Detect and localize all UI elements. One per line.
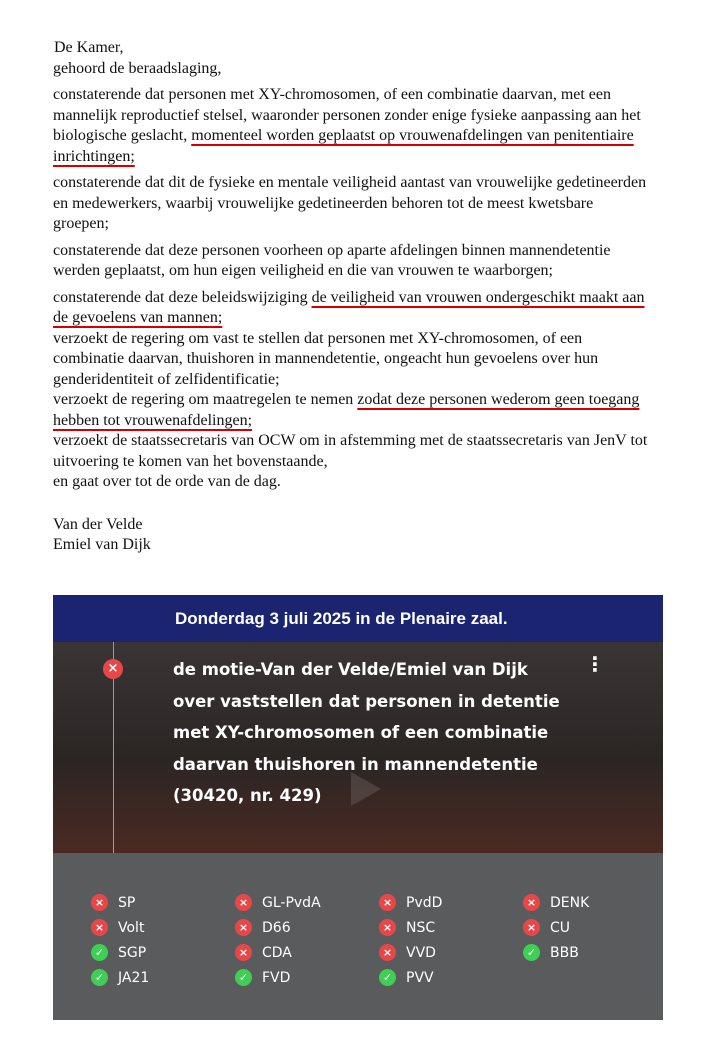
party-vote-denk (523, 893, 667, 912)
party-vote-fvd (235, 968, 379, 987)
consideration-2: constaterende dat dit de fysieke en mentale veiligheid aantast van vrouwelijke gedetineerden en medewerkers, waarbij vrouwelijke gedetineerden behoren tot de meest kwetsbare groepen; (53, 174, 647, 232)
vote-against-icon: × (379, 894, 396, 911)
request-3: verzoekt de staatssecretaris van OCW om in afstemming met de staatssecretaris van JenV tot uitvoering te komen van het bovenstaande, (53, 432, 648, 470)
party-vote-sp (91, 893, 235, 912)
party-name: PvdD (406, 894, 443, 911)
party-votes-panel (53, 853, 663, 1020)
party-name: VVD (406, 944, 436, 961)
vote-for-icon: ✓ (235, 969, 252, 986)
vote-result-card (53, 595, 663, 1020)
signatory: Emiel van Dijk (53, 536, 151, 553)
party-vote-cda (235, 943, 379, 962)
vote-against-icon: × (235, 919, 252, 936)
party-name: PVV (406, 969, 434, 986)
party-name: BBB (550, 944, 579, 961)
addressee: De Kamer, (54, 39, 124, 56)
signatory: Van der Velde (53, 515, 143, 533)
motion-title: de motie-Van der Velde/Emiel van Dijk over vaststellen dat personen in detentie met XY-chromosomen of een combinatie daarvan thuishoren in mannendetentie (30420, nr. 429) (173, 660, 560, 805)
party-name: SP (118, 894, 136, 911)
vote-against-icon: × (523, 894, 540, 911)
highlight-underline: momenteel worden geplaatst op vrouwenafdelingen van penitentiaire inrichtingen; (53, 127, 634, 165)
party-name: SGP (118, 944, 147, 961)
vote-against-icon: × (379, 944, 396, 961)
vote-against-icon: × (235, 894, 252, 911)
vote-for-icon: ✓ (523, 944, 540, 961)
party-name: DENK (550, 894, 590, 911)
party-vote-ja21 (91, 968, 235, 987)
consideration-3: constaterende dat deze personen voorheen op aparte afdelingen binnen mannendetentie werden geplaatst, om hun eigen veiligheid en die van vrouwen te waarborgen; (53, 241, 611, 279)
party-vote-bbb (523, 943, 667, 962)
rejected-icon: × (103, 659, 123, 679)
party-name: JA21 (118, 969, 150, 986)
party-vote-pvdd (379, 893, 523, 912)
party-vote-gl-pvda (235, 893, 379, 912)
consideration-4: constaterende dat deze beleidswijziging de veiligheid van vrouwen ondergeschikt maakt aan de gevoelens van mannen; (53, 288, 645, 326)
request-1: verzoekt de regering om vast te stellen dat personen met XY-chromosomen, of een combinatie daarvan, thuishoren in mannendetentie, ongeacht hun gevoelens over hun genderidentiteit of zelfidentificatie; (53, 329, 599, 388)
date-heading: Donderdag 3 juli 2025 in de Plenaire zaal. (53, 595, 663, 642)
request-2: verzoekt de regering om maatregelen te nemen zodat deze personen wederom geen toegang hebben tot vrouwenafdelingen; (53, 391, 640, 429)
party-votes-grid (91, 893, 667, 987)
play-icon[interactable] (351, 772, 381, 806)
vote-against-icon: × (91, 894, 108, 911)
party-vote-vvd (379, 943, 523, 962)
party-vote-d66 (235, 918, 379, 937)
party-vote-pvv (379, 968, 523, 987)
vote-for-icon: ✓ (379, 969, 396, 986)
motion-video-panel[interactable] (53, 642, 663, 853)
motion-document (53, 38, 653, 556)
party-name: Volt (118, 919, 145, 936)
vote-for-icon: ✓ (91, 944, 108, 961)
party-vote-nsc (379, 918, 523, 937)
vote-against-icon: × (379, 919, 396, 936)
vote-for-icon: ✓ (91, 969, 108, 986)
preamble: gehoord de beraadslaging, (53, 59, 222, 77)
more-options-icon[interactable]: ⋮ (585, 652, 605, 676)
party-name: D66 (262, 919, 291, 936)
party-name: FVD (262, 969, 291, 986)
vote-against-icon: × (235, 944, 252, 961)
party-vote-sgp (91, 943, 235, 962)
party-vote-cu (523, 918, 667, 937)
party-vote-volt (91, 918, 235, 937)
party-name: GL-PvdA (262, 894, 321, 911)
party-name: CU (550, 919, 571, 936)
closing-line: en gaat over tot de orde van de dag. (53, 473, 281, 490)
vote-against-icon: × (523, 919, 540, 936)
highlight-underline: zodat deze personen wederom geen toegang hebben tot vrouwenafdelingen; (53, 391, 640, 429)
highlight-underline: de veiligheid van vrouwen ondergeschikt maakt aan de gevoelens van mannen; (53, 288, 645, 326)
party-name: NSC (406, 919, 436, 936)
party-name: CDA (262, 944, 292, 961)
consideration-1: constaterende dat personen met XY-chromosomen, of een combinatie daarvan, met een mannelijk reproductief stelsel, waaronder personen zonder enige fysieke aanpassing aan het biologische geslacht, momenteel worden geplaatst op vrouwenafdelingen van penitentiaire inrichtingen; (53, 86, 641, 165)
vote-against-icon: × (91, 919, 108, 936)
